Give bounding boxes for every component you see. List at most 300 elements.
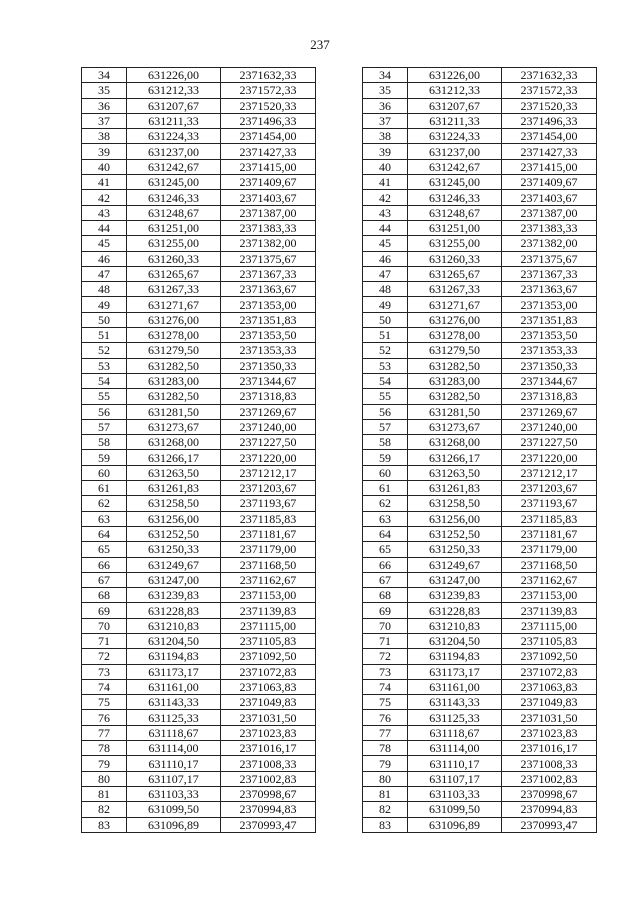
- right-point-number-cell: 78: [363, 741, 408, 756]
- right-y-coordinate-cell: 2371520,33: [502, 98, 597, 113]
- left-y-coordinate-cell: 2371367,33: [221, 266, 316, 281]
- left-point-number-cell: 42: [82, 190, 127, 205]
- left-x-coordinate-cell: 631267,33: [127, 282, 221, 297]
- left-point-number-cell: 58: [82, 435, 127, 450]
- right-y-coordinate-cell: 2371496,33: [502, 113, 597, 128]
- column-gap: [316, 435, 363, 450]
- table-row: [82, 542, 597, 557]
- right-point-number-cell: 43: [363, 205, 408, 220]
- left-point-number-cell: 49: [82, 297, 127, 312]
- column-gap: [316, 220, 363, 235]
- table-row: [82, 220, 597, 235]
- left-point-number-cell: 74: [82, 679, 127, 694]
- right-x-coordinate-cell: 631278,00: [408, 328, 502, 343]
- right-x-coordinate-cell: 631204,50: [408, 633, 502, 648]
- right-point-number-cell: 64: [363, 526, 408, 541]
- table-row: [82, 419, 597, 434]
- right-x-coordinate-cell: 631125,33: [408, 710, 502, 725]
- left-y-coordinate-cell: 2371185,83: [221, 511, 316, 526]
- right-x-coordinate-cell: 631248,67: [408, 205, 502, 220]
- right-point-number-cell: 79: [363, 756, 408, 771]
- column-gap: [316, 679, 363, 694]
- left-y-coordinate-cell: 2371203,67: [221, 481, 316, 496]
- right-x-coordinate-cell: 631250,33: [408, 542, 502, 557]
- left-y-coordinate-cell: 2371403,67: [221, 190, 316, 205]
- left-point-number-cell: 60: [82, 465, 127, 480]
- left-y-coordinate-cell: 2371375,67: [221, 251, 316, 266]
- left-point-number-cell: 77: [82, 725, 127, 740]
- left-point-number-cell: 46: [82, 251, 127, 266]
- left-x-coordinate-cell: 631246,33: [127, 190, 221, 205]
- right-y-coordinate-cell: 2371415,00: [502, 159, 597, 174]
- left-y-coordinate-cell: 2371454,00: [221, 129, 316, 144]
- right-point-number-cell: 70: [363, 618, 408, 633]
- right-point-number-cell: 52: [363, 343, 408, 358]
- column-gap: [316, 618, 363, 633]
- left-x-coordinate-cell: 631096,89: [127, 817, 221, 832]
- left-point-number-cell: 57: [82, 419, 127, 434]
- left-y-coordinate-cell: 2371269,67: [221, 404, 316, 419]
- left-y-coordinate-cell: 2371387,00: [221, 205, 316, 220]
- column-gap: [316, 756, 363, 771]
- left-x-coordinate-cell: 631210,83: [127, 618, 221, 633]
- right-x-coordinate-cell: 631247,00: [408, 572, 502, 587]
- left-point-number-cell: 72: [82, 649, 127, 664]
- right-y-coordinate-cell: 2371153,00: [502, 588, 597, 603]
- right-point-number-cell: 55: [363, 389, 408, 404]
- right-point-number-cell: 34: [363, 68, 408, 83]
- left-point-number-cell: 53: [82, 358, 127, 373]
- left-y-coordinate-cell: 2371415,00: [221, 159, 316, 174]
- left-x-coordinate-cell: 631260,33: [127, 251, 221, 266]
- left-x-coordinate-cell: 631266,17: [127, 450, 221, 465]
- left-point-number-cell: 83: [82, 817, 127, 832]
- column-gap: [316, 633, 363, 648]
- right-point-number-cell: 46: [363, 251, 408, 266]
- right-x-coordinate-cell: 631258,50: [408, 496, 502, 511]
- table-row: [82, 236, 597, 251]
- right-x-coordinate-cell: 631143,33: [408, 695, 502, 710]
- right-point-number-cell: 61: [363, 481, 408, 496]
- right-y-coordinate-cell: 2371403,67: [502, 190, 597, 205]
- left-x-coordinate-cell: 631261,83: [127, 481, 221, 496]
- right-point-number-cell: 58: [363, 435, 408, 450]
- right-x-coordinate-cell: 631252,50: [408, 526, 502, 541]
- left-point-number-cell: 62: [82, 496, 127, 511]
- right-x-coordinate-cell: 631242,67: [408, 159, 502, 174]
- left-y-coordinate-cell: 2371318,83: [221, 389, 316, 404]
- column-gap: [316, 312, 363, 327]
- column-gap: [316, 465, 363, 480]
- right-x-coordinate-cell: 631251,00: [408, 220, 502, 235]
- right-y-coordinate-cell: 2371002,83: [502, 771, 597, 786]
- right-y-coordinate-cell: 2370993,47: [502, 817, 597, 832]
- right-x-coordinate-cell: 631237,00: [408, 144, 502, 159]
- left-y-coordinate-cell: 2371162,67: [221, 572, 316, 587]
- page-number: 237: [310, 37, 330, 52]
- coordinates-table-body: [82, 68, 597, 833]
- right-point-number-cell: 81: [363, 786, 408, 801]
- right-y-coordinate-cell: 2371344,67: [502, 373, 597, 388]
- right-y-coordinate-cell: 2371023,83: [502, 725, 597, 740]
- right-y-coordinate-cell: 2371185,83: [502, 511, 597, 526]
- left-point-number-cell: 64: [82, 526, 127, 541]
- column-gap: [316, 511, 363, 526]
- right-y-coordinate-cell: 2370994,83: [502, 802, 597, 817]
- table-row: [82, 404, 597, 419]
- left-y-coordinate-cell: 2371002,83: [221, 771, 316, 786]
- right-point-number-cell: 49: [363, 297, 408, 312]
- table-row: [82, 205, 597, 220]
- column-gap: [316, 144, 363, 159]
- right-y-coordinate-cell: 2371409,67: [502, 175, 597, 190]
- right-x-coordinate-cell: 631212,33: [408, 83, 502, 98]
- right-x-coordinate-cell: 631239,83: [408, 588, 502, 603]
- left-point-number-cell: 70: [82, 618, 127, 633]
- column-gap: [316, 358, 363, 373]
- left-y-coordinate-cell: 2371072,83: [221, 664, 316, 679]
- left-point-number-cell: 69: [82, 603, 127, 618]
- left-x-coordinate-cell: 631268,00: [127, 435, 221, 450]
- right-y-coordinate-cell: 2371168,50: [502, 557, 597, 572]
- left-point-number-cell: 38: [82, 129, 127, 144]
- left-point-number-cell: 81: [82, 786, 127, 801]
- table-row: [82, 741, 597, 756]
- left-point-number-cell: 40: [82, 159, 127, 174]
- left-y-coordinate-cell: 2371496,33: [221, 113, 316, 128]
- table-row: [82, 266, 597, 281]
- right-point-number-cell: 73: [363, 664, 408, 679]
- column-gap: [316, 83, 363, 98]
- column-gap: [316, 328, 363, 343]
- column-gap: [316, 266, 363, 281]
- left-y-coordinate-cell: 2371153,00: [221, 588, 316, 603]
- table-row: [82, 588, 597, 603]
- right-x-coordinate-cell: 631211,33: [408, 113, 502, 128]
- table-row: [82, 435, 597, 450]
- right-y-coordinate-cell: 2371179,00: [502, 542, 597, 557]
- column-gap: [316, 98, 363, 113]
- right-point-number-cell: 50: [363, 312, 408, 327]
- left-x-coordinate-cell: 631099,50: [127, 802, 221, 817]
- table-row: [82, 511, 597, 526]
- left-y-coordinate-cell: 2371181,67: [221, 526, 316, 541]
- left-x-coordinate-cell: 631245,00: [127, 175, 221, 190]
- left-y-coordinate-cell: 2371353,33: [221, 343, 316, 358]
- left-y-coordinate-cell: 2371383,33: [221, 220, 316, 235]
- table-row: [82, 802, 597, 817]
- left-x-coordinate-cell: 631278,00: [127, 328, 221, 343]
- right-x-coordinate-cell: 631207,67: [408, 98, 502, 113]
- right-y-coordinate-cell: 2371063,83: [502, 679, 597, 694]
- right-point-number-cell: 39: [363, 144, 408, 159]
- left-point-number-cell: 76: [82, 710, 127, 725]
- right-point-number-cell: 65: [363, 542, 408, 557]
- left-y-coordinate-cell: 2371351,83: [221, 312, 316, 327]
- right-y-coordinate-cell: 2371227,50: [502, 435, 597, 450]
- right-y-coordinate-cell: 2371383,33: [502, 220, 597, 235]
- table-row: [82, 373, 597, 388]
- column-gap: [316, 695, 363, 710]
- right-y-coordinate-cell: 2371193,67: [502, 496, 597, 511]
- right-x-coordinate-cell: 631255,00: [408, 236, 502, 251]
- right-point-number-cell: 71: [363, 633, 408, 648]
- table-row: [82, 817, 597, 832]
- left-x-coordinate-cell: 631237,00: [127, 144, 221, 159]
- column-gap: [316, 419, 363, 434]
- right-point-number-cell: 77: [363, 725, 408, 740]
- right-x-coordinate-cell: 631107,17: [408, 771, 502, 786]
- left-y-coordinate-cell: 2370994,83: [221, 802, 316, 817]
- left-x-coordinate-cell: 631224,33: [127, 129, 221, 144]
- left-x-coordinate-cell: 631256,00: [127, 511, 221, 526]
- right-point-number-cell: 48: [363, 282, 408, 297]
- left-x-coordinate-cell: 631279,50: [127, 343, 221, 358]
- left-point-number-cell: 43: [82, 205, 127, 220]
- left-x-coordinate-cell: 631255,00: [127, 236, 221, 251]
- right-point-number-cell: 37: [363, 113, 408, 128]
- column-gap: [316, 741, 363, 756]
- left-x-coordinate-cell: 631263,50: [127, 465, 221, 480]
- table-row: [82, 144, 597, 159]
- left-y-coordinate-cell: 2371363,67: [221, 282, 316, 297]
- right-y-coordinate-cell: 2371162,67: [502, 572, 597, 587]
- table-row: [82, 190, 597, 205]
- left-x-coordinate-cell: 631226,00: [127, 68, 221, 83]
- right-point-number-cell: 42: [363, 190, 408, 205]
- right-point-number-cell: 54: [363, 373, 408, 388]
- table-row: [82, 389, 597, 404]
- right-x-coordinate-cell: 631282,50: [408, 389, 502, 404]
- right-y-coordinate-cell: 2371031,50: [502, 710, 597, 725]
- left-y-coordinate-cell: 2371115,00: [221, 618, 316, 633]
- left-y-coordinate-cell: 2371350,33: [221, 358, 316, 373]
- right-y-coordinate-cell: 2371072,83: [502, 664, 597, 679]
- right-y-coordinate-cell: 2371220,00: [502, 450, 597, 465]
- right-x-coordinate-cell: 631261,83: [408, 481, 502, 496]
- table-row: [82, 297, 597, 312]
- left-x-coordinate-cell: 631282,50: [127, 389, 221, 404]
- right-y-coordinate-cell: 2371318,83: [502, 389, 597, 404]
- table-row: [82, 83, 597, 98]
- left-point-number-cell: 68: [82, 588, 127, 603]
- left-x-coordinate-cell: 631143,33: [127, 695, 221, 710]
- table-row: [82, 450, 597, 465]
- right-point-number-cell: 56: [363, 404, 408, 419]
- table-row: [82, 664, 597, 679]
- left-y-coordinate-cell: 2371520,33: [221, 98, 316, 113]
- left-y-coordinate-cell: 2371016,17: [221, 741, 316, 756]
- right-point-number-cell: 47: [363, 266, 408, 281]
- right-y-coordinate-cell: 2371139,83: [502, 603, 597, 618]
- left-point-number-cell: 59: [82, 450, 127, 465]
- left-point-number-cell: 65: [82, 542, 127, 557]
- right-x-coordinate-cell: 631263,50: [408, 465, 502, 480]
- right-x-coordinate-cell: 631210,83: [408, 618, 502, 633]
- left-x-coordinate-cell: 631247,00: [127, 572, 221, 587]
- right-point-number-cell: 82: [363, 802, 408, 817]
- left-x-coordinate-cell: 631282,50: [127, 358, 221, 373]
- right-x-coordinate-cell: 631194,83: [408, 649, 502, 664]
- table-row: [82, 756, 597, 771]
- table-row: [82, 343, 597, 358]
- table-row: [82, 557, 597, 572]
- column-gap: [316, 404, 363, 419]
- left-point-number-cell: 36: [82, 98, 127, 113]
- column-gap: [316, 481, 363, 496]
- right-point-number-cell: 74: [363, 679, 408, 694]
- left-y-coordinate-cell: 2371092,50: [221, 649, 316, 664]
- left-y-coordinate-cell: 2371409,67: [221, 175, 316, 190]
- right-y-coordinate-cell: 2371212,17: [502, 465, 597, 480]
- left-point-number-cell: 73: [82, 664, 127, 679]
- right-x-coordinate-cell: 631096,89: [408, 817, 502, 832]
- left-y-coordinate-cell: 2371572,33: [221, 83, 316, 98]
- right-x-coordinate-cell: 631281,50: [408, 404, 502, 419]
- right-x-coordinate-cell: 631268,00: [408, 435, 502, 450]
- left-point-number-cell: 45: [82, 236, 127, 251]
- column-gap: [316, 175, 363, 190]
- column-gap: [316, 282, 363, 297]
- table-row: [82, 465, 597, 480]
- table-row: [82, 649, 597, 664]
- table-row: [82, 312, 597, 327]
- left-y-coordinate-cell: 2371193,67: [221, 496, 316, 511]
- right-y-coordinate-cell: 2370998,67: [502, 786, 597, 801]
- left-point-number-cell: 35: [82, 83, 127, 98]
- right-x-coordinate-cell: 631110,17: [408, 756, 502, 771]
- table-row: [82, 695, 597, 710]
- column-gap: [316, 496, 363, 511]
- left-point-number-cell: 41: [82, 175, 127, 190]
- right-x-coordinate-cell: 631271,67: [408, 297, 502, 312]
- left-point-number-cell: 54: [82, 373, 127, 388]
- left-x-coordinate-cell: 631114,00: [127, 741, 221, 756]
- column-gap: [316, 572, 363, 587]
- left-x-coordinate-cell: 631250,33: [127, 542, 221, 557]
- table-row: [82, 358, 597, 373]
- right-point-number-cell: 68: [363, 588, 408, 603]
- right-point-number-cell: 72: [363, 649, 408, 664]
- right-y-coordinate-cell: 2371350,33: [502, 358, 597, 373]
- right-x-coordinate-cell: 631224,33: [408, 129, 502, 144]
- left-y-coordinate-cell: 2371220,00: [221, 450, 316, 465]
- table-row: [82, 618, 597, 633]
- left-point-number-cell: 79: [82, 756, 127, 771]
- right-point-number-cell: 38: [363, 129, 408, 144]
- right-x-coordinate-cell: 631260,33: [408, 251, 502, 266]
- right-point-number-cell: 75: [363, 695, 408, 710]
- left-x-coordinate-cell: 631271,67: [127, 297, 221, 312]
- table-row: [82, 725, 597, 740]
- left-x-coordinate-cell: 631107,17: [127, 771, 221, 786]
- right-x-coordinate-cell: 631173,17: [408, 664, 502, 679]
- left-point-number-cell: 80: [82, 771, 127, 786]
- right-y-coordinate-cell: 2371105,83: [502, 633, 597, 648]
- left-x-coordinate-cell: 631103,33: [127, 786, 221, 801]
- right-y-coordinate-cell: 2371427,33: [502, 144, 597, 159]
- left-point-number-cell: 61: [82, 481, 127, 496]
- column-gap: [316, 190, 363, 205]
- right-point-number-cell: 80: [363, 771, 408, 786]
- left-point-number-cell: 34: [82, 68, 127, 83]
- column-gap: [316, 236, 363, 251]
- table-row: [82, 175, 597, 190]
- right-point-number-cell: 83: [363, 817, 408, 832]
- right-y-coordinate-cell: 2371016,17: [502, 741, 597, 756]
- right-y-coordinate-cell: 2371454,00: [502, 129, 597, 144]
- right-point-number-cell: 41: [363, 175, 408, 190]
- right-point-number-cell: 59: [363, 450, 408, 465]
- right-point-number-cell: 36: [363, 98, 408, 113]
- right-x-coordinate-cell: 631249,67: [408, 557, 502, 572]
- right-point-number-cell: 35: [363, 83, 408, 98]
- table-row: [82, 328, 597, 343]
- column-gap: [316, 113, 363, 128]
- column-gap: [316, 450, 363, 465]
- right-point-number-cell: 51: [363, 328, 408, 343]
- table-row: [82, 159, 597, 174]
- left-point-number-cell: 56: [82, 404, 127, 419]
- left-y-coordinate-cell: 2371353,50: [221, 328, 316, 343]
- column-gap: [316, 205, 363, 220]
- right-x-coordinate-cell: 631266,17: [408, 450, 502, 465]
- right-point-number-cell: 44: [363, 220, 408, 235]
- table-row: [82, 481, 597, 496]
- column-gap: [316, 649, 363, 664]
- right-y-coordinate-cell: 2371572,33: [502, 83, 597, 98]
- right-x-coordinate-cell: 631246,33: [408, 190, 502, 205]
- right-point-number-cell: 66: [363, 557, 408, 572]
- left-x-coordinate-cell: 631212,33: [127, 83, 221, 98]
- table-row: [82, 113, 597, 128]
- left-x-coordinate-cell: 631194,83: [127, 649, 221, 664]
- left-point-number-cell: 71: [82, 633, 127, 648]
- left-y-coordinate-cell: 2371168,50: [221, 557, 316, 572]
- right-x-coordinate-cell: 631099,50: [408, 802, 502, 817]
- table-row: [82, 633, 597, 648]
- right-x-coordinate-cell: 631265,67: [408, 266, 502, 281]
- coordinates-table: [81, 67, 597, 833]
- table-row: [82, 771, 597, 786]
- left-y-coordinate-cell: 2371240,00: [221, 419, 316, 434]
- right-y-coordinate-cell: 2371353,50: [502, 328, 597, 343]
- column-gap: [316, 771, 363, 786]
- right-x-coordinate-cell: 631273,67: [408, 419, 502, 434]
- left-point-number-cell: 47: [82, 266, 127, 281]
- left-y-coordinate-cell: 2371227,50: [221, 435, 316, 450]
- right-y-coordinate-cell: 2371387,00: [502, 205, 597, 220]
- right-y-coordinate-cell: 2371353,00: [502, 297, 597, 312]
- left-point-number-cell: 50: [82, 312, 127, 327]
- left-point-number-cell: 55: [82, 389, 127, 404]
- right-x-coordinate-cell: 631228,83: [408, 603, 502, 618]
- table-row: [82, 526, 597, 541]
- column-gap: [316, 159, 363, 174]
- left-x-coordinate-cell: 631249,67: [127, 557, 221, 572]
- right-x-coordinate-cell: 631283,00: [408, 373, 502, 388]
- left-point-number-cell: 78: [82, 741, 127, 756]
- right-point-number-cell: 76: [363, 710, 408, 725]
- left-x-coordinate-cell: 631228,83: [127, 603, 221, 618]
- left-y-coordinate-cell: 2371632,33: [221, 68, 316, 83]
- right-y-coordinate-cell: 2371363,67: [502, 282, 597, 297]
- left-point-number-cell: 67: [82, 572, 127, 587]
- right-y-coordinate-cell: 2371240,00: [502, 419, 597, 434]
- right-y-coordinate-cell: 2371049,83: [502, 695, 597, 710]
- left-x-coordinate-cell: 631110,17: [127, 756, 221, 771]
- left-x-coordinate-cell: 631173,17: [127, 664, 221, 679]
